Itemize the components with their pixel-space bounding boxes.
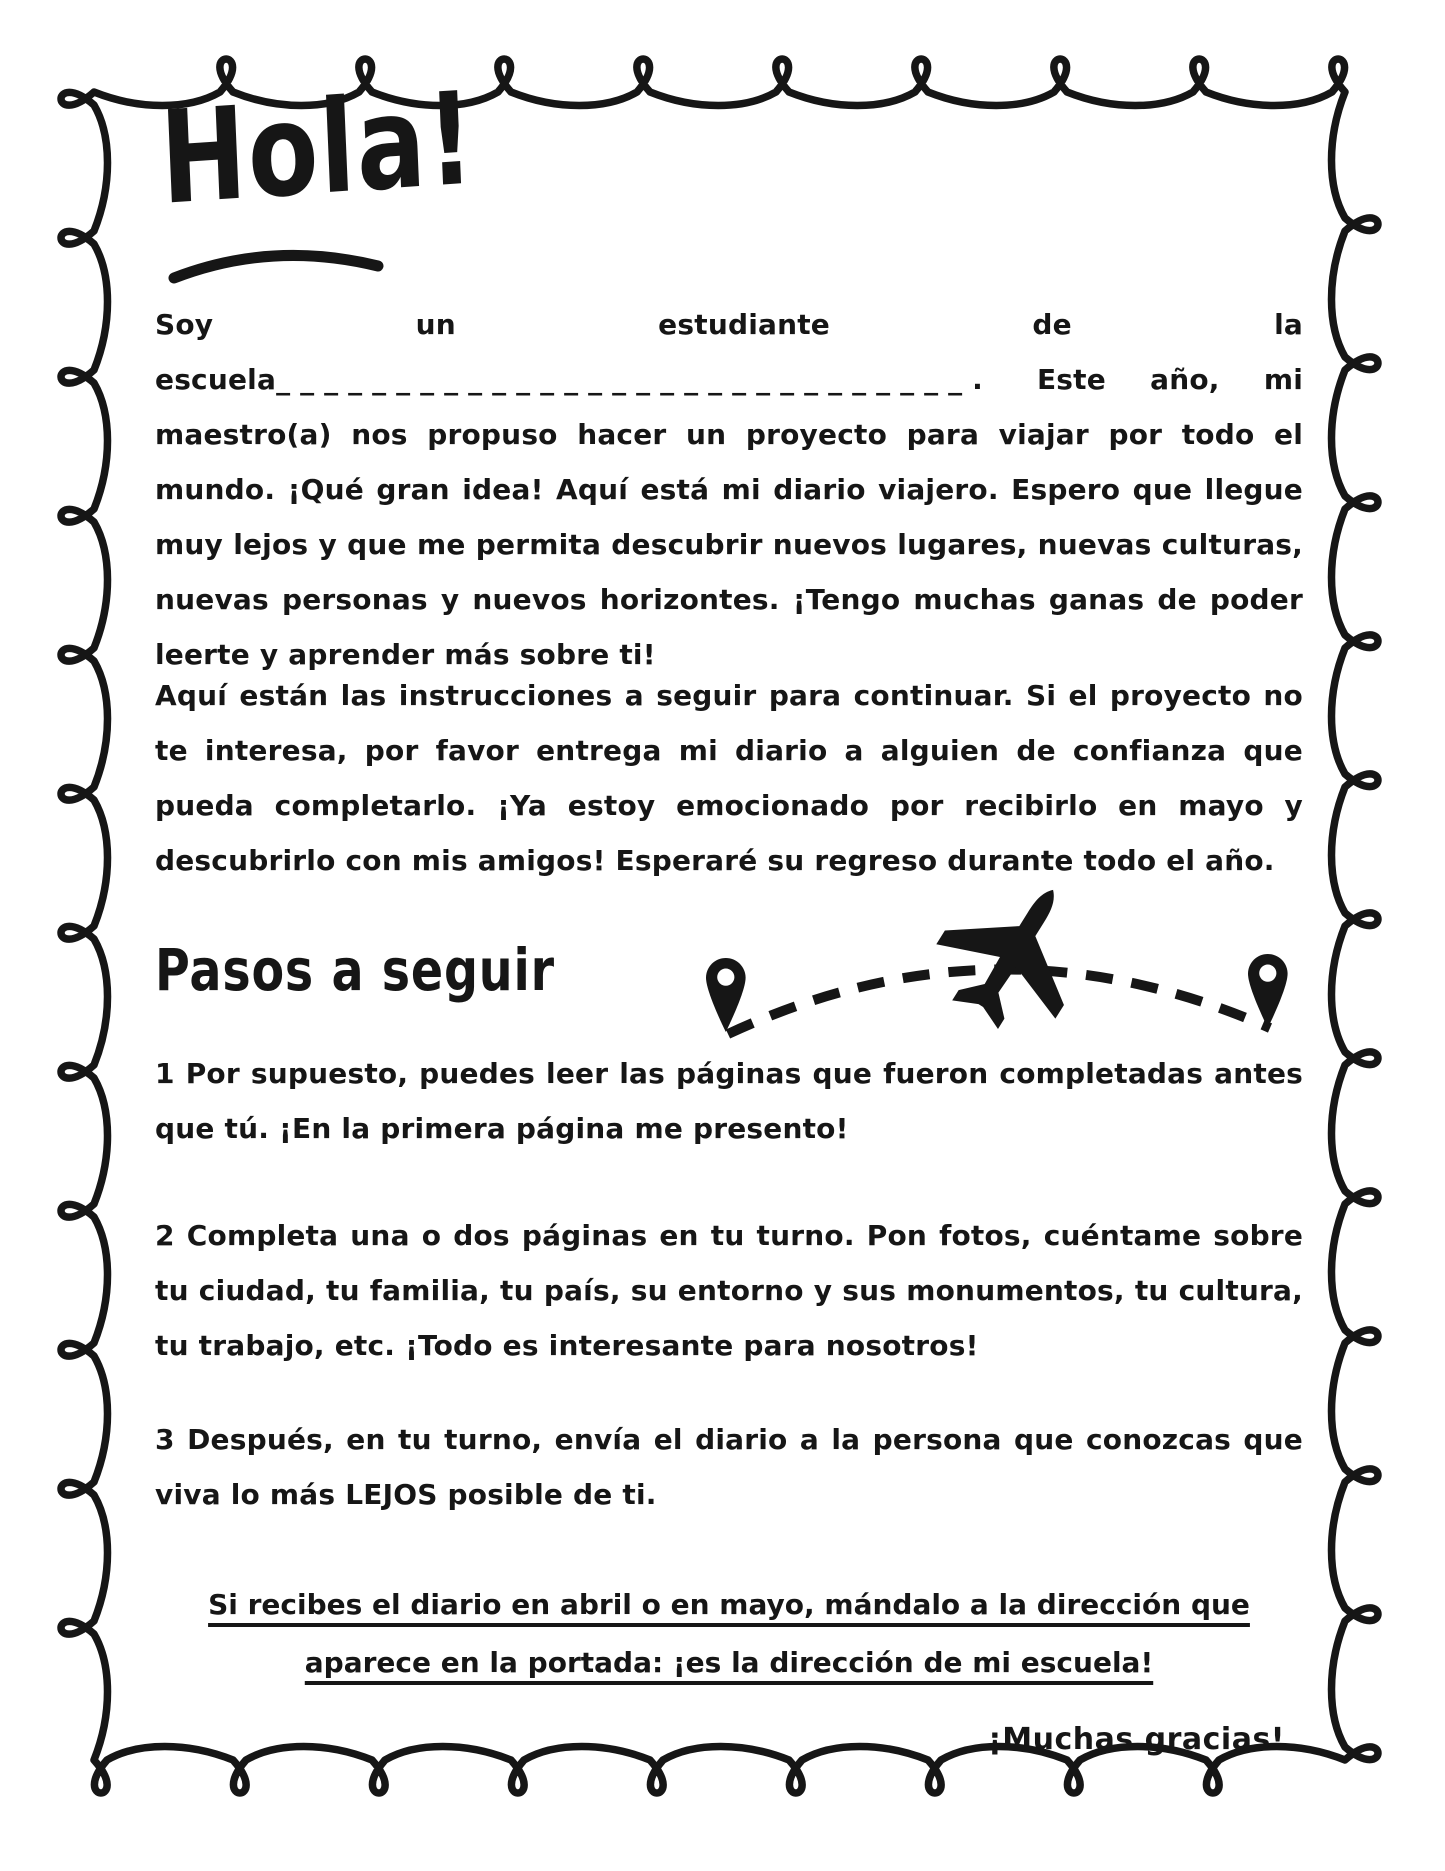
step-item-2 bbox=[155, 1208, 1303, 1373]
flight-path-illustration bbox=[688, 862, 1308, 1062]
instructions-paragraph: Aquí están las instrucciones a seguir para continuar. Si el proyecto no te interesa, por favor entrega mi diario a alguien de confianza que pueda completarlo. ¡Ya estoy emocionado por recibirlo en mayo y descubrirlo con mis amigos! Esperaré su regreso durante todo el año. bbox=[155, 679, 1303, 877]
airplane-icon bbox=[916, 862, 1113, 1052]
school-name-blank: _____________________________. bbox=[276, 363, 993, 396]
steps-heading: Pasos a seguir bbox=[155, 936, 555, 1004]
step-number: 1 bbox=[155, 1057, 175, 1090]
underline-swoosh bbox=[168, 236, 388, 288]
step-text: Después, en tu turno, envía el diario a la persona que conozcas que viva lo más LEJOS posible de ti. bbox=[155, 1423, 1303, 1511]
important-note bbox=[155, 1576, 1303, 1692]
step-text: Completa una o dos páginas en tu turno. Pon fotos, cuéntame sobre tu ciudad, tu familia, tu país, su entorno y sus monumentos, tu cultura, tu trabajo, etc. ¡Todo es interesante para nosotros! bbox=[155, 1219, 1304, 1362]
step-number: 3 bbox=[155, 1423, 175, 1456]
location-pin-icon bbox=[1248, 954, 1288, 1028]
step-item-1 bbox=[155, 1046, 1303, 1156]
page-title: Hola! bbox=[157, 64, 479, 234]
intro-paragraph bbox=[155, 297, 1303, 682]
step-number: 2 bbox=[155, 1219, 175, 1252]
step-text: Por supuesto, puedes leer las páginas que fueron completadas antes que tú. ¡En la primera página me presento! bbox=[155, 1057, 1303, 1145]
closing-thanks: ¡Muchas gracias! bbox=[988, 1722, 1285, 1757]
important-note-text: Si recibes el diario en abril o en mayo, mándalo a la dirección que aparece en la portada: ¡es la dirección de mi escuela! bbox=[208, 1588, 1250, 1679]
location-pin-icon bbox=[706, 958, 746, 1032]
step-item-3 bbox=[155, 1412, 1303, 1522]
intro-lead: Soy un estudiante de la escuela bbox=[155, 308, 1303, 396]
intro-body: Este año, mi maestro(a) nos propuso hacer un proyecto para viajar por todo el mundo. ¡Qué gran idea! Aquí está mi diario viajero. Espero que llegue muy lejos y que me permita descubrir nuevos lugares, nuevas culturas, nuevas personas y nuevos horizontes. ¡Tengo muchas ganas de poder leerte y aprender más sobre ti! bbox=[155, 363, 1303, 671]
